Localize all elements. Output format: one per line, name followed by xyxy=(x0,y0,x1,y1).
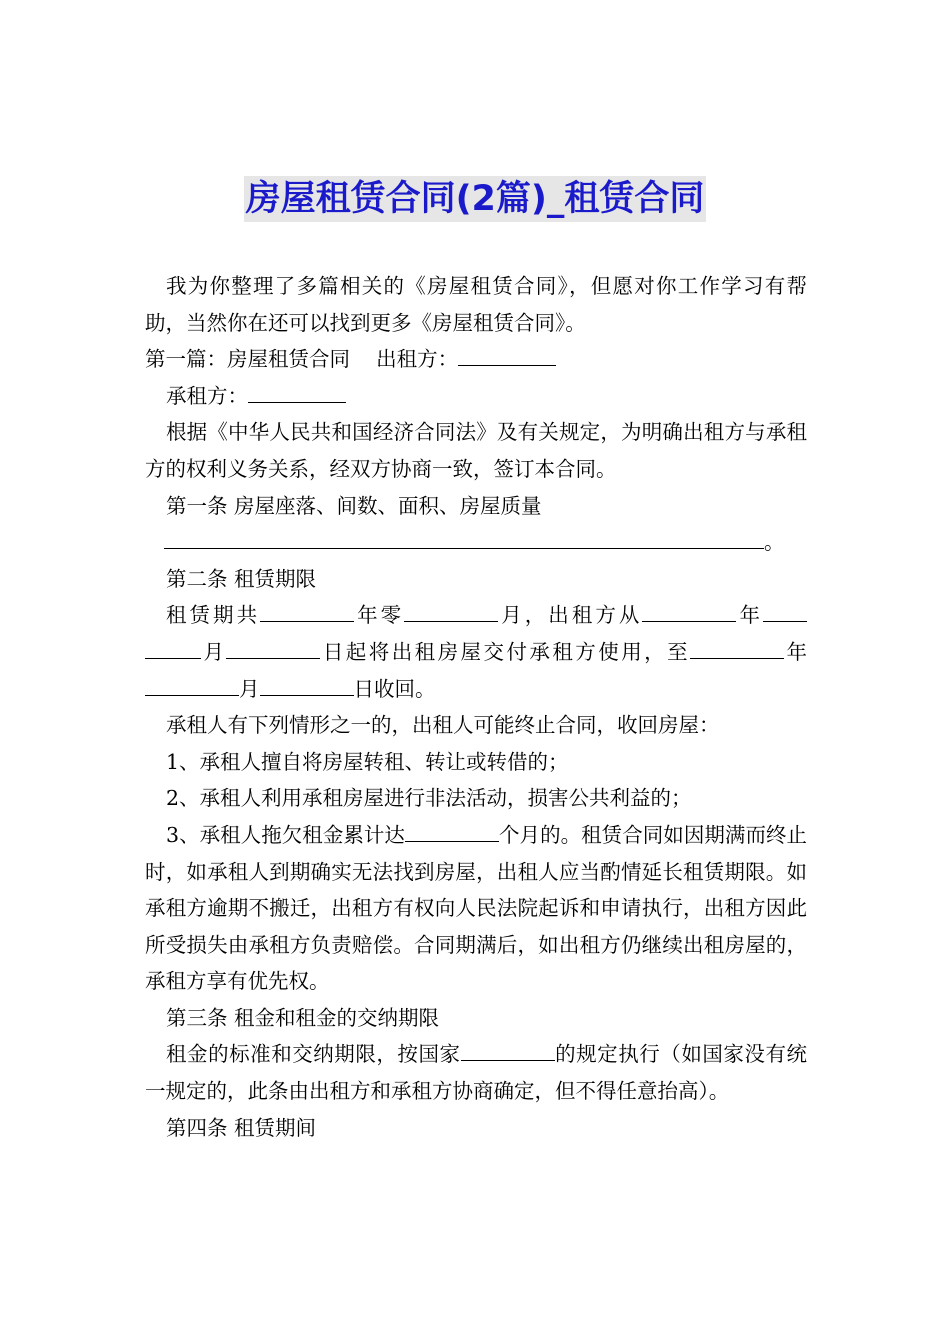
start-month-blank-part2 xyxy=(145,638,201,659)
preamble-paragraph xyxy=(145,414,807,487)
intro-line-1: 我为你整理了多篇相关的《房屋租赁合同》，但愿对你工作学习 xyxy=(166,274,765,298)
document-body xyxy=(145,268,807,1146)
preamble-line-1: 根据《中华人民共和国经济合同法》及有关规定，为明确出租方 xyxy=(166,420,746,445)
term-text-f: 日起将出租房屋交付承租方使用，至 xyxy=(320,639,691,664)
end-month-blank xyxy=(145,675,239,696)
term-text-a: 租赁期共 xyxy=(166,603,261,628)
lessor-blank xyxy=(458,345,556,366)
termination-intro: 承租人有下列情形之一的，出租人可能终止合同，收回房屋： xyxy=(166,713,720,738)
arrears-months-blank xyxy=(405,821,499,842)
article-4-heading: 第四条 租赁期间 xyxy=(166,1115,317,1140)
item-3-text-c: 而终止时，如承租人到期确实无法找到房屋，出租人应当酌情延长 xyxy=(145,822,808,884)
termination-item-3 xyxy=(145,817,807,1000)
start-year-blank xyxy=(642,601,736,622)
intro-paragraph xyxy=(145,268,807,341)
term-text-d: 年 xyxy=(736,603,763,628)
item-3-text-f: 出租方仍继续出租房屋的，承租方享有优先权。 xyxy=(145,932,808,994)
article-3-text-b: 的规定执行（如国家没 xyxy=(554,1042,766,1067)
term-text-c: 月，出租方从 xyxy=(498,603,643,628)
article-3-text-d: 高）。 xyxy=(678,1079,730,1104)
term-months-blank xyxy=(404,601,498,622)
rent-standard-blank xyxy=(461,1040,555,1061)
chapter-1-heading: 第一篇：房屋租赁合同 xyxy=(145,347,350,372)
termination-item-2: 2、承租人利用承租房屋进行非法活动，损害公共利益的； xyxy=(166,786,692,811)
item-3-text-b: 个月的。租赁合同如因期满 xyxy=(498,822,746,847)
article-3-text-a: 租金的标准和交纳期限，按国家 xyxy=(166,1042,461,1067)
intro-line-2: 有帮助，当然你在还可以找到更多《房屋租赁合同》。 xyxy=(145,274,807,335)
article-1-blank-line xyxy=(145,524,807,561)
term-text-b: 年零 xyxy=(354,603,405,628)
term-years-blank xyxy=(260,601,354,622)
title-container xyxy=(0,176,950,222)
article-2-term-paragraph xyxy=(145,597,807,707)
article-2-heading: 第二条 租赁期限 xyxy=(166,566,317,591)
item-3-text-e: 请执行，出租方因此所受损失由承租方负责赔偿。合同期满后，如 xyxy=(145,896,808,957)
termination-item-1: 1、承租人擅自将房屋转租、转让或转借的； xyxy=(166,749,569,774)
article-1-heading: 第一条 房屋座落、间数、面积、房屋质量 xyxy=(166,493,542,518)
article-3-text-c: 有统一规定的，此条由出租方和承租方协商确定，但不得任意抬 xyxy=(145,1042,808,1104)
start-day-blank xyxy=(226,638,320,659)
article-1-end: 。 xyxy=(764,530,785,555)
article-1-blank xyxy=(164,528,764,549)
term-text-g: 年 xyxy=(784,639,808,664)
document-title: 房屋租赁合同(2篇)_租赁合同 xyxy=(244,176,707,222)
term-text-i: 日收回。 xyxy=(353,676,436,701)
item-3-text-a: 3、承租人拖欠租金累计达 xyxy=(166,822,405,847)
lessor-label: 出租方： xyxy=(376,347,459,372)
term-text-h: 月 xyxy=(239,676,260,701)
start-month-blank-part1 xyxy=(763,601,807,622)
article-3-heading: 第三条 租金和租金的交纳期限 xyxy=(166,1005,440,1030)
chapter-1-heading-line xyxy=(145,341,807,378)
article-3-paragraph xyxy=(145,1036,807,1109)
end-year-blank xyxy=(690,638,784,659)
end-day-blank xyxy=(260,675,354,696)
lessee-label: 承租方： xyxy=(166,383,248,408)
term-text-e: 月 xyxy=(201,639,227,664)
preamble-line-2: 与承租方的权利义务关系，经双方协商一致，签订本合同。 xyxy=(145,420,808,481)
item-3-text-d: 租赁期限。如承租方逾期不搬迁，出租方有权向人民法院起诉和申 xyxy=(145,859,807,921)
lessee-blank xyxy=(248,382,346,403)
lessee-line xyxy=(145,378,807,415)
